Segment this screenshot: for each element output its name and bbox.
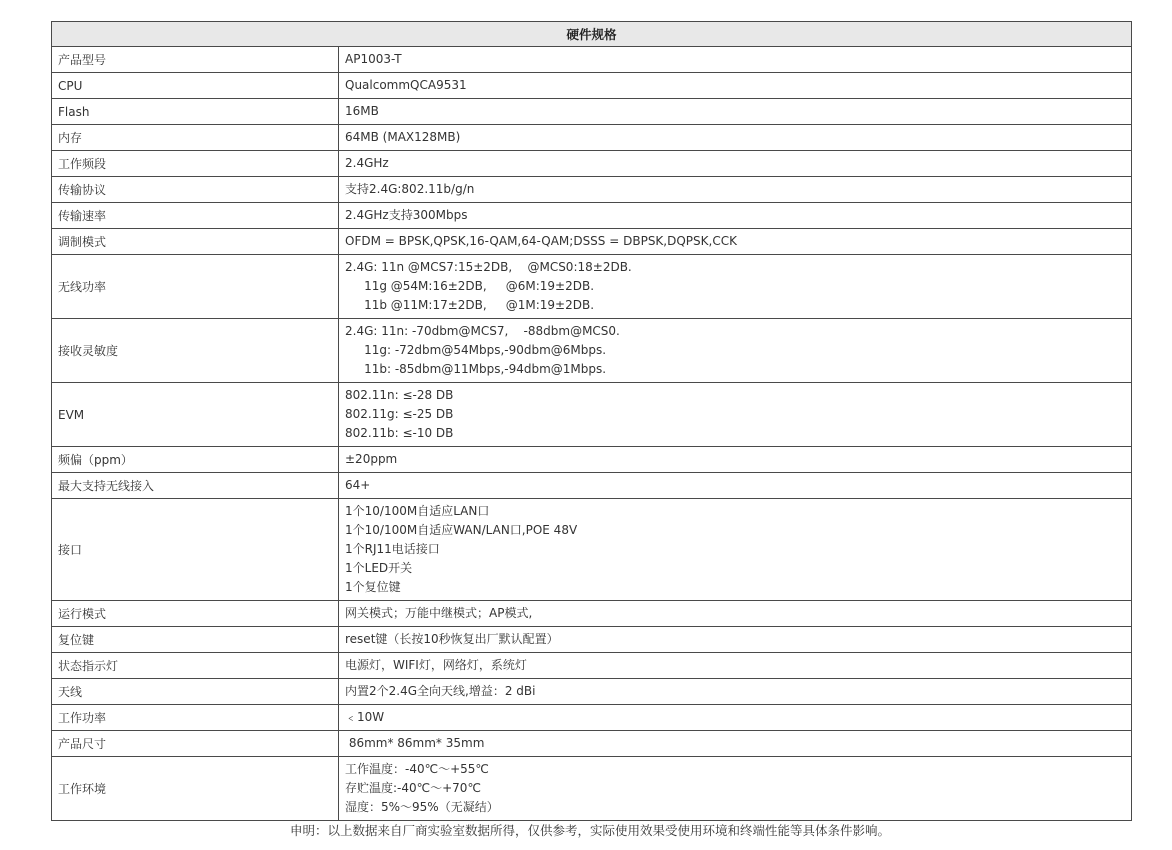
spec-value-line: OFDM = BPSK,QPSK,16-QAM,64-QAM;DSSS = DBPSK,DQPSK,CCK [345, 234, 737, 248]
spec-label: Flash [52, 99, 339, 125]
spec-value-line: 11b @11M:17±2DB, @1M:19±2DB. [345, 298, 595, 312]
spec-label: 状态指示灯 [52, 653, 339, 679]
spec-value [339, 731, 1132, 757]
spec-value-line: 湿度：5%～95%（无凝结） [345, 800, 499, 814]
spec-value-line: 802.11n: ≤-28 DB [345, 388, 454, 402]
spec-value [339, 125, 1132, 151]
spec-value [339, 99, 1132, 125]
spec-value [339, 499, 1132, 601]
spec-value-line: 内置2个2.4G全向天线,增益：2 dBi [345, 684, 536, 698]
table-row [52, 177, 1132, 203]
spec-value-line: 11b: -85dbm@11Mbps,-94dbm@1Mbps. [345, 362, 607, 376]
table-row [52, 73, 1132, 99]
table-row [52, 499, 1132, 601]
table-row [52, 383, 1132, 447]
table-row [52, 601, 1132, 627]
spec-label: 产品尺寸 [52, 731, 339, 757]
spec-label: 工作频段 [52, 151, 339, 177]
spec-value-line: 2.4GHz支持300Mbps [345, 208, 468, 222]
table-row [52, 731, 1132, 757]
table-row [52, 151, 1132, 177]
spec-label: 无线功率 [52, 255, 339, 319]
spec-value-line: 64MB (MAX128MB) [345, 130, 461, 144]
table-row [52, 447, 1132, 473]
spec-value-line: 1个LED开关 [345, 561, 413, 575]
spec-value-line: 2.4G: 11n: -70dbm@MCS7, -88dbm@MCS0. [345, 324, 620, 338]
spec-value-line: ﹤10W [345, 710, 385, 724]
spec-value-line: 1个RJ11电话接口 [345, 542, 440, 556]
spec-value [339, 757, 1132, 821]
table-row [52, 203, 1132, 229]
spec-value [339, 679, 1132, 705]
spec-value-line: reset键（长按10秒恢复出厂默认配置） [345, 632, 559, 646]
spec-value-line: 2.4G: 11n @MCS7:15±2DB, @MCS0:18±2DB. [345, 260, 632, 274]
spec-value [339, 229, 1132, 255]
spec-label: 工作功率 [52, 705, 339, 731]
spec-value-line: 电源灯，WIFI灯，网络灯，系统灯 [345, 658, 527, 672]
spec-label: 最大支持无线接入 [52, 473, 339, 499]
spec-label: 调制模式 [52, 229, 339, 255]
table-row [52, 99, 1132, 125]
spec-label: CPU [52, 73, 339, 99]
spec-value-line: 802.11g: ≤-25 DB [345, 407, 454, 421]
spec-label: 传输协议 [52, 177, 339, 203]
spec-label: 传输速率 [52, 203, 339, 229]
hardware-spec-table [51, 21, 1132, 821]
spec-value-line: 1个10/100M自适应WAN/LAN口,POE 48V [345, 523, 578, 537]
spec-value [339, 653, 1132, 679]
spec-label: 频偏（ppm） [52, 447, 339, 473]
spec-label: 运行模式 [52, 601, 339, 627]
spec-label: 复位键 [52, 627, 339, 653]
spec-label: 产品型号 [52, 47, 339, 73]
table-row [52, 653, 1132, 679]
spec-value-line: ±20ppm [345, 452, 398, 466]
table-title: 硬件规格 [52, 22, 1132, 47]
spec-value [339, 319, 1132, 383]
spec-label: 接口 [52, 499, 339, 601]
spec-label: 天线 [52, 679, 339, 705]
spec-value [339, 601, 1132, 627]
table-row [52, 125, 1132, 151]
table-row [52, 319, 1132, 383]
spec-value-line: AP1003-T [345, 52, 402, 66]
spec-value-line: 工作温度：-40℃～+55℃ [345, 762, 489, 776]
spec-value-line: 11g @54M:16±2DB, @6M:19±2DB. [345, 279, 595, 293]
table-row [52, 47, 1132, 73]
spec-value [339, 705, 1132, 731]
table-row [52, 255, 1132, 319]
spec-value-line: 86mm* 86mm* 35mm [345, 736, 485, 750]
spec-value [339, 73, 1132, 99]
spec-value-line: 2.4GHz [345, 156, 389, 170]
spec-label: 接收灵敏度 [52, 319, 339, 383]
table-row [52, 627, 1132, 653]
spec-value [339, 203, 1132, 229]
disclaimer-note: 申明：以上数据来自厂商实验室数据所得，仅供参考，实际使用效果受使用环境和终端性能等具体条件影响。 [289, 823, 890, 838]
spec-value-line: 支持2.4G:802.11b/g/n [345, 182, 475, 196]
spec-value-line: 11g: -72dbm@54Mbps,-90dbm@6Mbps. [345, 343, 607, 357]
spec-value [339, 47, 1132, 73]
spec-value-line: 64+ [345, 478, 371, 492]
table-row [52, 679, 1132, 705]
spec-value [339, 473, 1132, 499]
spec-value [339, 383, 1132, 447]
spec-label: 内存 [52, 125, 339, 151]
spec-value-line: 802.11b: ≤-10 DB [345, 426, 454, 440]
spec-value-line: 1个复位键 [345, 580, 401, 594]
spec-value [339, 627, 1132, 653]
spec-value-line: 网关模式；万能中继模式；AP模式, [345, 606, 533, 620]
table-row [52, 705, 1132, 731]
spec-label: EVM [52, 383, 339, 447]
spec-value-line: 16MB [345, 104, 379, 118]
spec-value [339, 177, 1132, 203]
spec-value-line: QualcommQCA9531 [345, 78, 467, 92]
spec-value [339, 447, 1132, 473]
spec-value [339, 151, 1132, 177]
table-row [52, 757, 1132, 821]
table-row [52, 229, 1132, 255]
spec-label: 工作环境 [52, 757, 339, 821]
spec-value-line: 存贮温度:-40℃～+70℃ [345, 781, 481, 795]
spec-value [339, 255, 1132, 319]
table-row [52, 473, 1132, 499]
spec-value-line: 1个10/100M自适应LAN口 [345, 504, 490, 518]
